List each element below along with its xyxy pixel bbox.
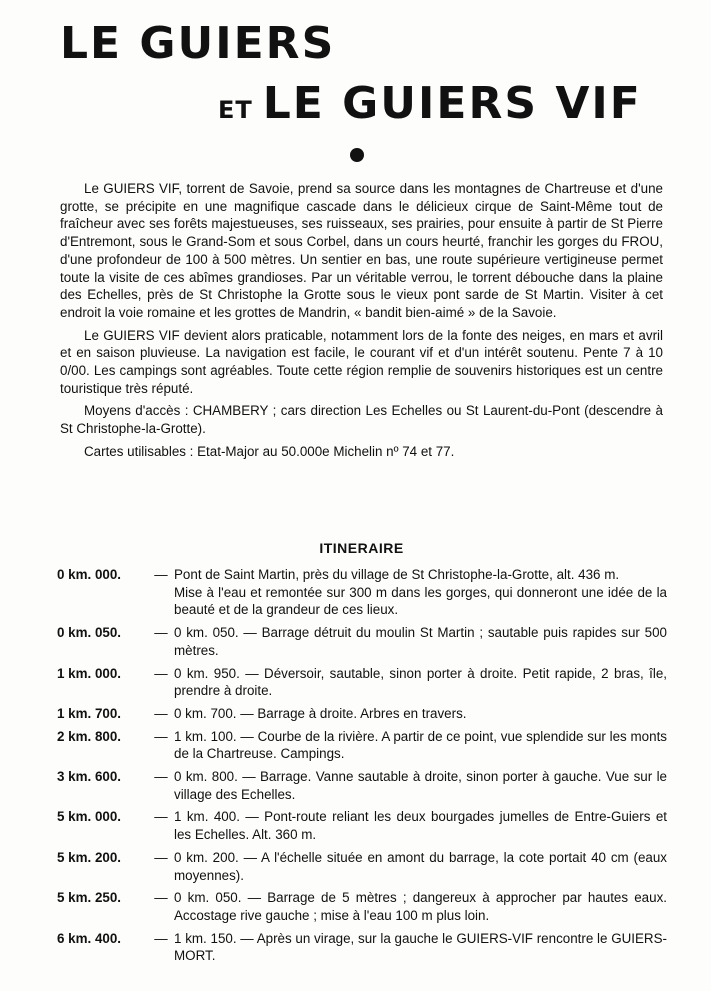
itinerary-entry [57, 930, 667, 965]
itinerary-km: 0 km. 050. [57, 625, 122, 641]
title-line-2-text: LE GUIERS VIF [262, 78, 642, 129]
itinerary-km: 3 km. 600. [57, 769, 122, 785]
itinerary-entry [57, 624, 667, 659]
itinerary-text: 0 km. 800. — Barrage. Vanne sautable à droite, sinon porter à gauche. Vue sur le village des Echelles. [174, 769, 667, 802]
itinerary-dash: — [154, 728, 168, 744]
paragraph: Cartes utilisables : Etat-Major au 50.000e Michelin nº 74 et 77. [84, 443, 455, 459]
itinerary-text: 0 km. 950. — Déversoir, sautable, sinon porter à droite. Petit rapide, 2 bras, île, prendre à droite. [174, 665, 667, 699]
itinerary-text: 0 km. 050. — Barrage détruit du moulin St Martin ; sautable puis rapides sur 500 mètres. [174, 625, 667, 658]
itinerary-entry [57, 665, 667, 700]
title-line-2 [218, 78, 642, 136]
itinerary-km: 5 km. 000. [57, 809, 122, 825]
itinerary-dash: — [154, 849, 168, 865]
itinerary-km: 2 km. 800. [57, 728, 122, 744]
itinerary-dash: — [154, 930, 168, 946]
itinerary-text: 0 km. 050. — Barrage de 5 mètres ; dangereux à approcher par hautes eaux. Accostage rive gauche ; mise à l'eau 100 m plus loin. [174, 890, 667, 923]
paragraph: Le GUIERS VIF, torrent de Savoie, prend sa source dans les montagnes de Chartreuse et d'une grotte, se précipite en une magnifique cascade dans le délicieux cirque de Saint-Même tout de fraîcheur avec ses forêts majestueuses, ses ruisseaux, ses prairies, pour ensuite à partir de St Pierre d'Entremont, sous le Grand-Som et sous Corbel, dans un cours heurté, franchir les gorges du FROU, d'une profondeur de 100 à 500 mètres. Un sentier en bas, une route supérieure vertigineuse permet toute la visite de ces abîmes grandioses. Par un véritable verrou, le torrent débouche dans la plaine des Echelles, près de St Christophe la Grotte sous le vieux pont sarde de St Martin. Visiter à cet endroit la voie romaine et les grottes de Mandrin, « bandit bien-aimé » de la Savoie. [60, 181, 663, 320]
itinerary-dash: — [154, 769, 168, 785]
itinerary-dash: — [154, 625, 168, 641]
bullet-ornament [350, 148, 364, 162]
itinerary-extra: Mise à l'eau et remontée sur 300 m dans les gorges, qui donneront une idée de la beauté et de la grandeur de ces lieux. [174, 584, 667, 618]
itinerary-text: 1 km. 100. — Courbe de la rivière. A partir de ce point, vue splendide sur les monts de la Chartreuse. Campings. [174, 728, 667, 762]
itinerary-km: 0 km. 000. [57, 567, 122, 582]
itinerary-list [57, 566, 667, 970]
itinerary-dash: — [154, 567, 168, 582]
intro-text [60, 180, 663, 466]
itinerary-desc [170, 566, 667, 619]
title-et: ET [218, 96, 253, 124]
paragraph: Moyens d'accès : CHAMBERY ; cars direction Les Echelles ou St Laurent-du-Pont (descendre à St Christophe-la-Grotte). [60, 403, 663, 437]
itinerary-text: 1 km. 400. — Pont-route reliant les deux bourgades jumelles de Entre-Guiers et les Echelles. Alt. 360 m. [174, 809, 667, 843]
itinerary-entry [57, 808, 667, 843]
itinerary-entry [57, 705, 667, 723]
paragraph: Le GUIERS VIF devient alors praticable, notamment lors de la fonte des neiges, en mars et avril et en saison pluvieuse. La navigation est facile, le courant vif et d'un intérêt soutenu. Pente 7 à 10 0/00. Les campings sont agréables. Toute cette région remplie de souvenirs historiques est un centre touristique très réputé. [60, 327, 663, 396]
itinerary-km: 1 km. 000. [57, 665, 122, 681]
itinerary-entry [57, 849, 667, 884]
itinerary-dash: — [154, 809, 168, 825]
itinerary-entry [57, 728, 667, 763]
itinerary-text: 1 km. 150. — Après un virage, sur la gauche le GUIERS-VIF rencontre le GUIERS-MORT. [174, 930, 667, 964]
itinerary-km: 5 km. 250. [57, 890, 122, 906]
itinerary-text: 0 km. 700. — Barrage à droite. Arbres en travers. [174, 705, 467, 721]
itinerary-entry [57, 889, 667, 924]
itinerary-entry [57, 566, 667, 619]
itinerary-heading: ITINERAIRE [319, 540, 404, 556]
itinerary-text: 0 km. 200. — A l'échelle située en amont du barrage, la cote portait 40 cm (eaux moyennes). [174, 849, 667, 883]
title-line-1: LE GUIERS [60, 18, 336, 69]
itinerary-km: 6 km. 400. [57, 930, 122, 946]
itinerary-km: 1 km. 700. [57, 705, 122, 721]
itinerary-dash: — [154, 705, 168, 721]
itinerary-dash: — [154, 890, 168, 906]
itinerary-entry [57, 768, 667, 803]
itinerary-dash: — [154, 665, 168, 681]
itinerary-text: Pont de Saint Martin, près du village de St Christophe-la-Grotte, alt. 436 m. [174, 567, 620, 582]
itinerary-km: 5 km. 200. [57, 849, 122, 865]
